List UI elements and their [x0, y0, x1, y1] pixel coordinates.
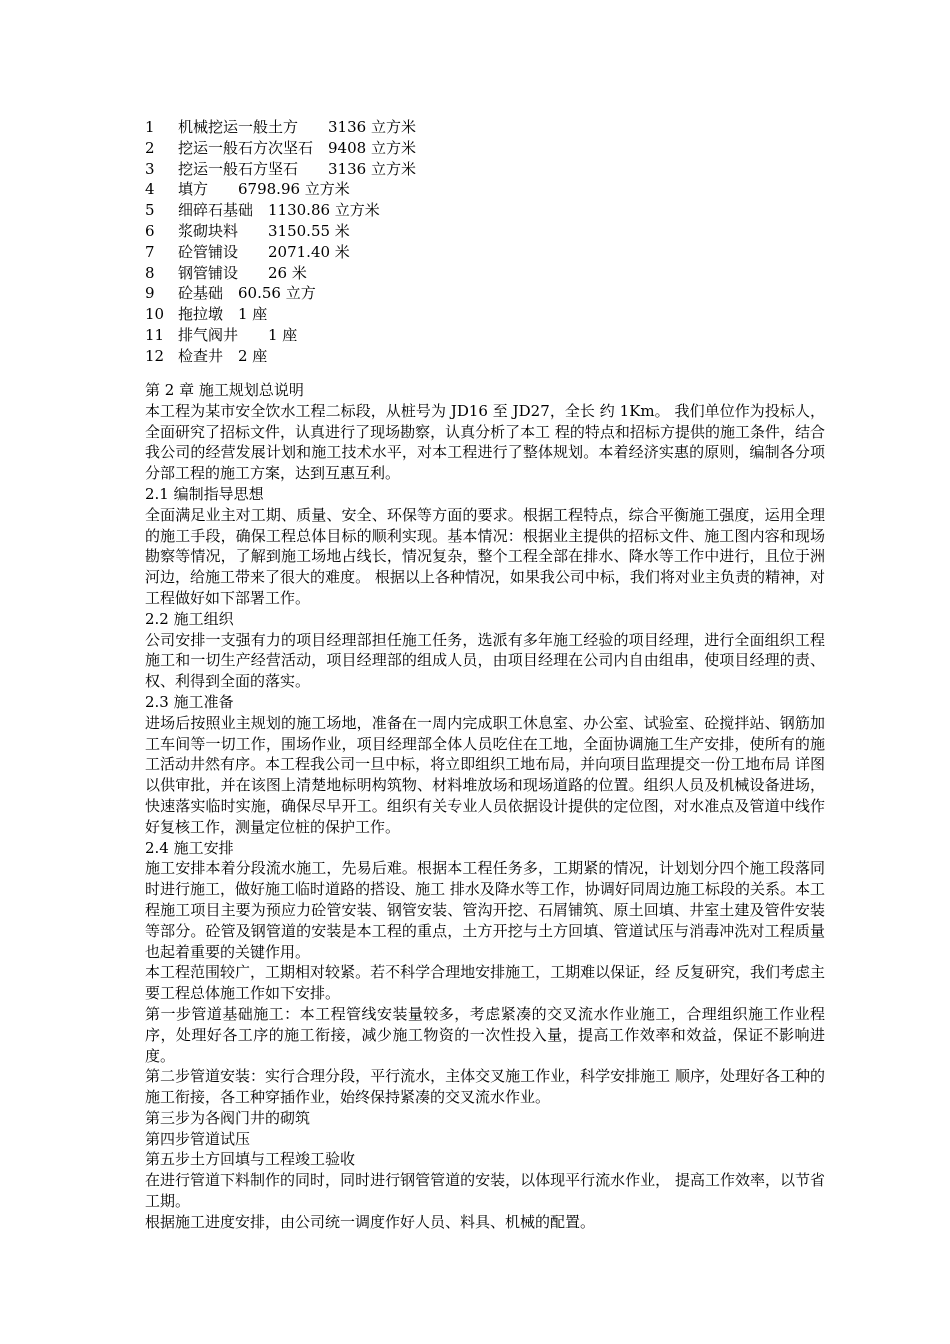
quantity-number: 5: [145, 201, 155, 220]
quantity-text: 机械挖运一般土方 3136 立方米: [178, 118, 416, 136]
quantity-text: 拖拉墩 1 座: [178, 305, 268, 324]
quantity-number: 6: [145, 221, 155, 240]
quantity-number: 12: [145, 346, 165, 365]
quantity-text: 细碎石基础 1130.86 立方米: [178, 201, 380, 220]
chapter-body: [145, 380, 825, 1233]
quantity-row: [145, 138, 845, 159]
section-2-1-heading: 2.1 编制指导思想: [145, 484, 264, 503]
quantity-row: [145, 242, 845, 263]
step-2-paragraph: 第二步管道安装：实行合理分段，平行流水，主体交叉施工作业，科学安排施工 顺序，处理好各工种的施工衔接，各工种穿插作业，始终保持紧凑的交叉流水作业。: [145, 1067, 825, 1107]
step-1-paragraph: 第一步管道基础施工：本工程管线安装量较多，考虑紧凑的交叉流水作业施工，合理组织施工作业程序，处理好各工序的施工衔接，减少施工物资的一次性投入量，提高工作效率和效益，保证不影响进度。: [145, 1004, 825, 1065]
quantity-row: [145, 179, 845, 200]
quantity-number: 9: [145, 284, 155, 303]
quantity-text: 浆砌块料 3150.55 米: [178, 221, 350, 240]
quantity-text: 挖运一般石方次坚石 9408 立方米: [178, 138, 416, 157]
quantity-row: [145, 325, 845, 346]
quantity-text: 检查井 2 座: [178, 346, 268, 365]
quantity-number: 8: [145, 263, 155, 282]
quantity-number: 11: [145, 325, 165, 344]
quantity-number: 7: [145, 242, 155, 261]
step-4-line: 第四步管道试压: [145, 1129, 251, 1148]
quantity-list: [145, 117, 845, 367]
closing-paragraph: 根据施工进度安排，由公司统一调度作好人员、料具、机械的配置。: [145, 1212, 596, 1231]
quantity-text: 挖运一般石方坚石 3136 立方米: [178, 159, 416, 178]
quantity-number: 4: [145, 180, 155, 199]
quantity-row: [145, 304, 845, 325]
section-2-2-paragraph: 公司安排一支强有力的项目经理部担任施工任务，选派有多年施工经验的项目经理，进行全面组织工程施工和一切生产经营活动，项目经理部的组成人员，由项目经理在公司内自由组串，使项目经理的责、权、利得到全面的落实。: [145, 630, 825, 691]
section-2-1-paragraph: 全面满足业主对工期、质量、安全、环保等方面的要求。根据工程特点，综合平衡施工强度，运用全理的施工手段，确保工程总体目标的顺利实现。基本情况：根据业主提供的招标文件、施工图内容和现场勘察等情况，了解到施工场地占线长，情况复杂，整个工程全部在排水、降水等工作中进行，且位于洲河边，给施工带来了很大的难度。 根据以上各种情况，如果我公司中标，我们将对业主负责的精神，对工程做好如下部署工作。: [145, 505, 825, 607]
section-2-4-paragraph: 施工安排本着分段流水施工，先易后难。根据本工程任务多，工期紧的情况，计划划分四个施工段落同时进行施工，做好施工临时道路的搭设、施工 排水及降水等工作，协调好同周边施工标段的关系。本工程施工项目主要为预应力砼管安装、钢管安装、管沟开挖、石屑铺筑、原土回填、井室土建及管件安装等部分。砼管及钢管道的安装是本工程的重点，土方开挖与土方回填、管道试压与消毒冲洗对工程质量也起着重要的关键作用。: [145, 859, 825, 961]
quantity-row: [145, 221, 845, 242]
quantity-text: 砼管铺设 2071.40 米: [178, 242, 350, 261]
section-2-3-paragraph: 进场后按照业主规划的施工场地，准备在一周内完成职工休息室、办公室、试验室、砼搅拌站、钢筋加工车间等一切工作，围场作业，项目经理部全体人员吃住在工地，全面协调施工生产安排，使所有的施工活动井然有序。本工程我公司一旦中标，将立即组织工地布局，并向项目监理提交一份工地布局 详图以供审批，并在该图上清楚地标明构筑物、材料堆放场和现场道路的位置。组织人员及机械设备进场，快速落实临时实施，确保尽早开工。组织有关专业人员依据设计提供的定位图，对水准点及管道中线作好复核工作，测量定位桩的保护工作。: [145, 713, 825, 836]
quantity-row: [145, 263, 845, 284]
parallel-work-paragraph: 在进行管道下料制作的同时，同时进行钢管管道的安装，以体现平行流水作业， 提高工作效率，以节省工期。: [145, 1171, 825, 1211]
quantity-number: 1: [145, 118, 155, 136]
step-3-line: 第三步为各阀门井的砌筑: [145, 1108, 311, 1127]
section-2-4-paragraph: 本工程范围较广，工期相对较紧。若不科学合理地安排施工，工期难以保证，经 反复研究，我们考虑主要工程总体施工作如下安排。: [145, 963, 825, 1003]
section-2-3-heading: 2.3 施工准备: [145, 692, 234, 711]
quantity-row: [145, 346, 845, 367]
intro-paragraph: 本工程为某市安全饮水工程二标段，从桩号为 JD16 至 JD27，全长 约 1Km。 我们单位作为投标人，全面研究了招标文件，认真进行了现场勘察，认真分析了本工 程的特点和招标方提供的施工条件，结合我公司的经营发展计划和施工技术水平，对本工程进行了整体规划。本着经济实惠的原则，编制各分项分部工程的施工方案，达到互惠互利。: [145, 401, 825, 483]
quantity-text: 砼基础 60.56 立方: [178, 284, 316, 303]
quantity-row: [145, 200, 845, 221]
section-2-2-heading: 2.2 施工组织: [145, 609, 234, 628]
quantity-number: 10: [145, 305, 165, 324]
section-2-4-heading: 2.4 施工安排: [145, 838, 234, 857]
quantity-row: [145, 117, 845, 138]
chapter-title: 第 2 章 施工规划总说明: [145, 381, 304, 399]
quantity-number: 2: [145, 138, 155, 157]
quantity-text: 钢管铺设 26 米: [178, 263, 307, 282]
quantity-row: [145, 283, 845, 304]
quantity-text: 排气阀井 1 座: [178, 325, 298, 344]
step-5-line: 第五步土方回填与工程竣工验收: [145, 1150, 356, 1169]
quantity-text: 填方 6798.96 立方米: [178, 180, 350, 199]
quantity-number: 3: [145, 159, 155, 178]
quantity-row: [145, 159, 845, 180]
